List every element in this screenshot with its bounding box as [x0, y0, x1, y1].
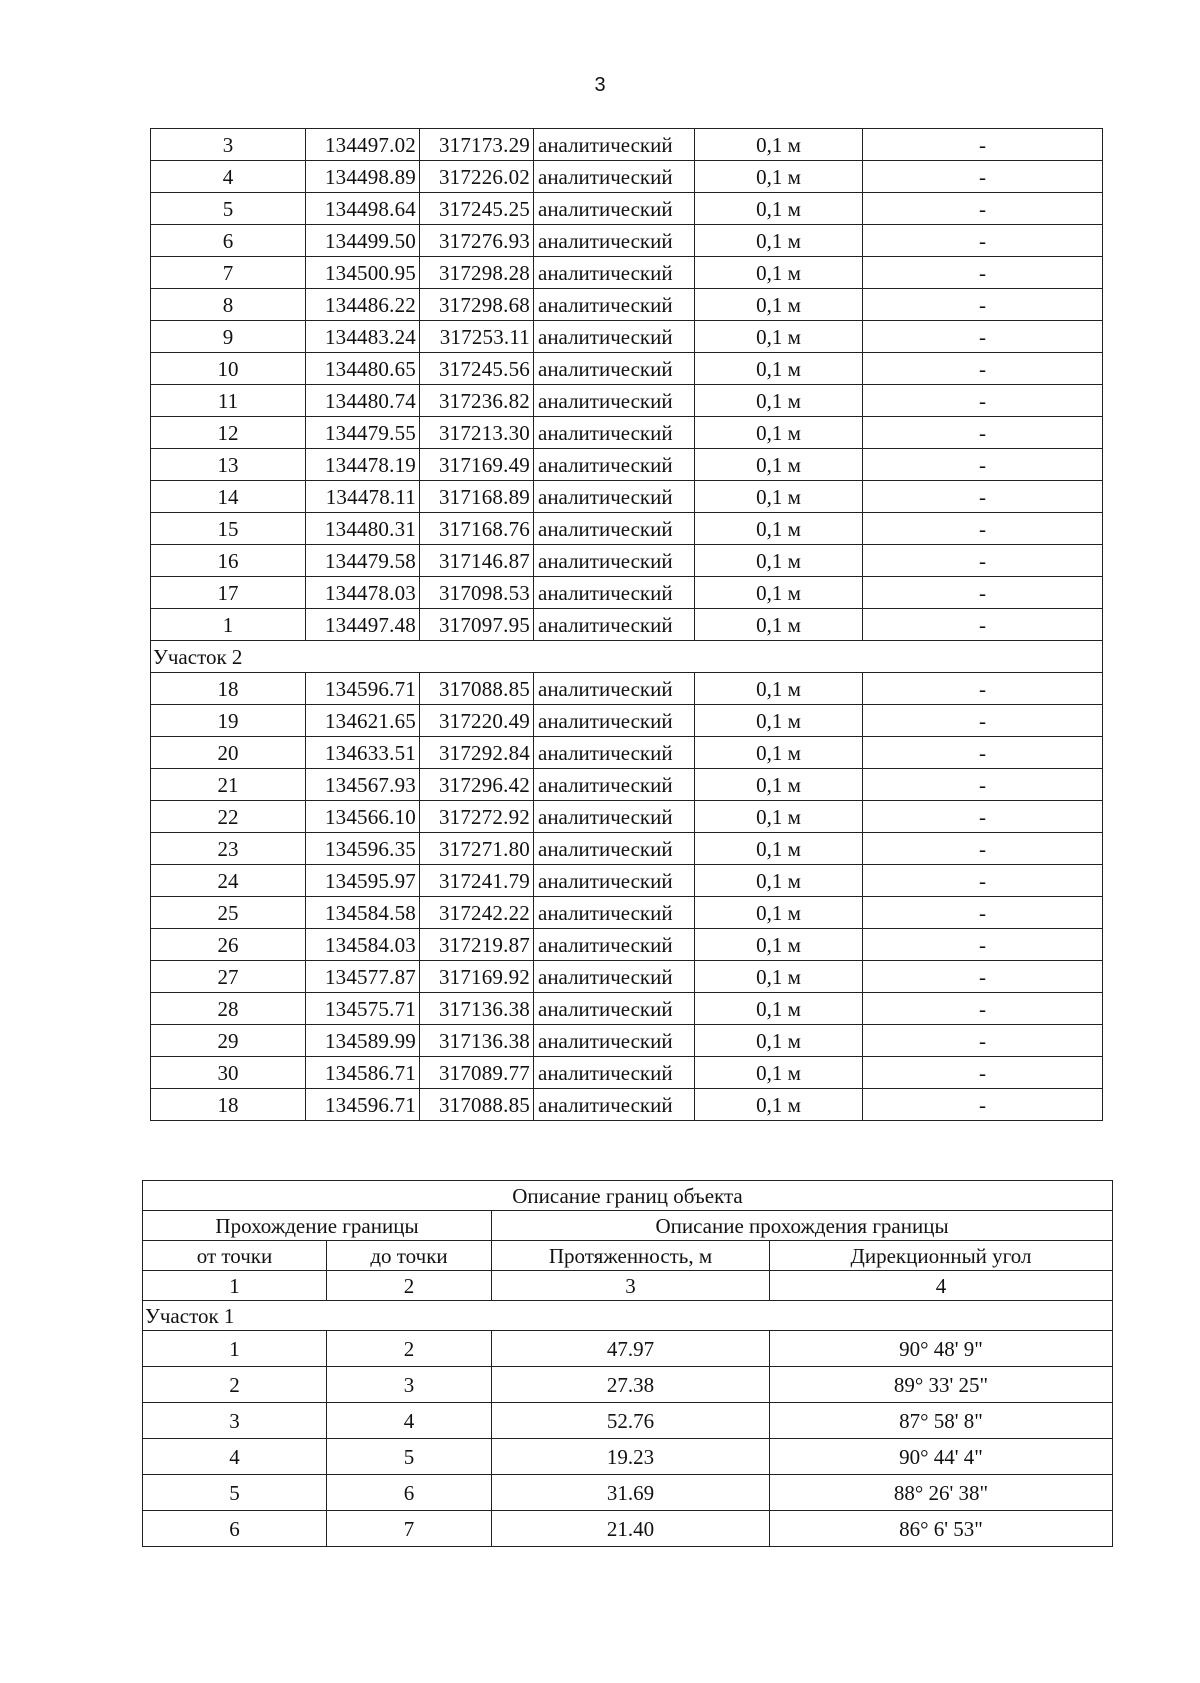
description-cell: - — [863, 417, 1103, 449]
x-coordinate-cell: 134595.97 — [306, 865, 420, 897]
table-row — [143, 1331, 1113, 1367]
accuracy-cell: 0,1 м — [695, 897, 863, 929]
y-coordinate-cell: 317220.49 — [420, 705, 534, 737]
description-cell: - — [863, 161, 1103, 193]
description-cell: - — [863, 961, 1103, 993]
y-coordinate-cell: 317253.11 — [420, 321, 534, 353]
table-row — [151, 1057, 1103, 1089]
accuracy-cell: 0,1 м — [695, 257, 863, 289]
column-header: Дирекционный угол — [770, 1241, 1113, 1271]
point-number-cell: 25 — [151, 897, 306, 929]
accuracy-cell: 0,1 м — [695, 577, 863, 609]
method-cell: аналитический — [534, 161, 695, 193]
accuracy-cell: 0,1 м — [695, 673, 863, 705]
method-cell: аналитический — [534, 481, 695, 513]
y-coordinate-cell: 317169.92 — [420, 961, 534, 993]
description-cell: - — [863, 929, 1103, 961]
to-point-cell: 3 — [327, 1367, 492, 1403]
x-coordinate-cell: 134498.89 — [306, 161, 420, 193]
y-coordinate-cell: 317276.93 — [420, 225, 534, 257]
x-coordinate-cell: 134584.58 — [306, 897, 420, 929]
accuracy-cell: 0,1 м — [695, 705, 863, 737]
angle-cell: 86° 6' 53" — [770, 1511, 1113, 1547]
accuracy-cell: 0,1 м — [695, 993, 863, 1025]
description-cell: - — [863, 833, 1103, 865]
method-cell: аналитический — [534, 1025, 695, 1057]
x-coordinate-cell: 134577.87 — [306, 961, 420, 993]
description-cell: - — [863, 865, 1103, 897]
table-title: Описание границ объекта — [143, 1181, 1113, 1211]
coordinates-table — [150, 128, 1103, 1121]
point-number-cell: 18 — [151, 1089, 306, 1121]
x-coordinate-cell: 134633.51 — [306, 737, 420, 769]
point-number-cell: 19 — [151, 705, 306, 737]
accuracy-cell: 0,1 м — [695, 225, 863, 257]
y-coordinate-cell: 317236.82 — [420, 385, 534, 417]
table-row — [151, 257, 1103, 289]
description-cell: - — [863, 481, 1103, 513]
to-point-cell: 2 — [327, 1331, 492, 1367]
group-header-row — [143, 1211, 1113, 1241]
table-row — [151, 193, 1103, 225]
accuracy-cell: 0,1 м — [695, 385, 863, 417]
description-cell: - — [863, 129, 1103, 161]
accuracy-cell: 0,1 м — [695, 289, 863, 321]
description-cell: - — [863, 737, 1103, 769]
column-number-row — [143, 1271, 1113, 1301]
method-cell: аналитический — [534, 833, 695, 865]
from-point-cell: 1 — [143, 1331, 327, 1367]
length-cell: 19.23 — [492, 1439, 770, 1475]
description-cell: - — [863, 225, 1103, 257]
table-row — [151, 929, 1103, 961]
y-coordinate-cell: 317136.38 — [420, 993, 534, 1025]
point-number-cell: 7 — [151, 257, 306, 289]
accuracy-cell: 0,1 м — [695, 545, 863, 577]
point-number-cell: 26 — [151, 929, 306, 961]
method-cell: аналитический — [534, 801, 695, 833]
y-coordinate-cell: 317219.87 — [420, 929, 534, 961]
method-cell: аналитический — [534, 321, 695, 353]
x-coordinate-cell: 134486.22 — [306, 289, 420, 321]
method-cell: аналитический — [534, 1057, 695, 1089]
from-point-cell: 5 — [143, 1475, 327, 1511]
y-coordinate-cell: 317226.02 — [420, 161, 534, 193]
y-coordinate-cell: 317136.38 — [420, 1025, 534, 1057]
y-coordinate-cell: 317245.56 — [420, 353, 534, 385]
x-coordinate-cell: 134567.93 — [306, 769, 420, 801]
x-coordinate-cell: 134497.48 — [306, 609, 420, 641]
y-coordinate-cell: 317242.22 — [420, 897, 534, 929]
point-number-cell: 3 — [151, 129, 306, 161]
table-row — [151, 1025, 1103, 1057]
method-cell: аналитический — [534, 289, 695, 321]
accuracy-cell: 0,1 м — [695, 481, 863, 513]
y-coordinate-cell: 317088.85 — [420, 673, 534, 705]
length-cell: 47.97 — [492, 1331, 770, 1367]
to-point-cell: 4 — [327, 1403, 492, 1439]
table-row — [151, 769, 1103, 801]
y-coordinate-cell: 317168.89 — [420, 481, 534, 513]
x-coordinate-cell: 134566.10 — [306, 801, 420, 833]
point-number-cell: 8 — [151, 289, 306, 321]
description-cell: - — [863, 609, 1103, 641]
accuracy-cell: 0,1 м — [695, 865, 863, 897]
column-header-row — [143, 1241, 1113, 1271]
column-header: до точки — [327, 1241, 492, 1271]
point-number-cell: 4 — [151, 161, 306, 193]
description-cell: - — [863, 513, 1103, 545]
y-coordinate-cell: 317098.53 — [420, 577, 534, 609]
point-number-cell: 14 — [151, 481, 306, 513]
column-number: 2 — [327, 1271, 492, 1301]
table-row — [151, 577, 1103, 609]
section-row — [151, 641, 1103, 673]
point-number-cell: 18 — [151, 673, 306, 705]
table-row — [151, 897, 1103, 929]
angle-cell: 90° 44' 4" — [770, 1439, 1113, 1475]
point-number-cell: 20 — [151, 737, 306, 769]
table-row — [151, 129, 1103, 161]
description-cell: - — [863, 545, 1103, 577]
y-coordinate-cell: 317298.28 — [420, 257, 534, 289]
table-row — [151, 353, 1103, 385]
group-header-description: Описание прохождения границы — [492, 1211, 1113, 1241]
method-cell: аналитический — [534, 705, 695, 737]
description-cell: - — [863, 257, 1103, 289]
angle-cell: 90° 48' 9" — [770, 1331, 1113, 1367]
description-cell: - — [863, 1089, 1103, 1121]
method-cell: аналитический — [534, 225, 695, 257]
column-number: 4 — [770, 1271, 1113, 1301]
x-coordinate-cell: 134499.50 — [306, 225, 420, 257]
table-row — [151, 737, 1103, 769]
column-number: 1 — [143, 1271, 327, 1301]
table-row — [151, 545, 1103, 577]
point-number-cell: 28 — [151, 993, 306, 1025]
x-coordinate-cell: 134596.71 — [306, 673, 420, 705]
table-row — [151, 673, 1103, 705]
method-cell: аналитический — [534, 353, 695, 385]
table-row — [143, 1475, 1113, 1511]
method-cell: аналитический — [534, 193, 695, 225]
y-coordinate-cell: 317296.42 — [420, 769, 534, 801]
angle-cell: 87° 58' 8" — [770, 1403, 1113, 1439]
column-header: от точки — [143, 1241, 327, 1271]
table-row — [151, 289, 1103, 321]
y-coordinate-cell: 317088.85 — [420, 1089, 534, 1121]
description-cell: - — [863, 385, 1103, 417]
point-number-cell: 10 — [151, 353, 306, 385]
y-coordinate-cell: 317169.49 — [420, 449, 534, 481]
x-coordinate-cell: 134575.71 — [306, 993, 420, 1025]
x-coordinate-cell: 134497.02 — [306, 129, 420, 161]
x-coordinate-cell: 134500.95 — [306, 257, 420, 289]
method-cell: аналитический — [534, 961, 695, 993]
point-number-cell: 21 — [151, 769, 306, 801]
y-coordinate-cell: 317272.92 — [420, 801, 534, 833]
accuracy-cell: 0,1 м — [695, 513, 863, 545]
accuracy-cell: 0,1 м — [695, 737, 863, 769]
x-coordinate-cell: 134498.64 — [306, 193, 420, 225]
y-coordinate-cell: 317271.80 — [420, 833, 534, 865]
description-cell: - — [863, 705, 1103, 737]
x-coordinate-cell: 134478.03 — [306, 577, 420, 609]
method-cell: аналитический — [534, 513, 695, 545]
x-coordinate-cell: 134479.58 — [306, 545, 420, 577]
angle-cell: 88° 26' 38" — [770, 1475, 1113, 1511]
method-cell: аналитический — [534, 673, 695, 705]
point-number-cell: 11 — [151, 385, 306, 417]
x-coordinate-cell: 134596.35 — [306, 833, 420, 865]
description-cell: - — [863, 193, 1103, 225]
description-cell: - — [863, 577, 1103, 609]
accuracy-cell: 0,1 м — [695, 609, 863, 641]
point-number-cell: 30 — [151, 1057, 306, 1089]
accuracy-cell: 0,1 м — [695, 449, 863, 481]
y-coordinate-cell: 317146.87 — [420, 545, 534, 577]
method-cell: аналитический — [534, 385, 695, 417]
description-cell: - — [863, 673, 1103, 705]
method-cell: аналитический — [534, 545, 695, 577]
section-row — [143, 1301, 1113, 1331]
column-number: 3 — [492, 1271, 770, 1301]
to-point-cell: 5 — [327, 1439, 492, 1475]
table-row — [143, 1403, 1113, 1439]
x-coordinate-cell: 134480.31 — [306, 513, 420, 545]
accuracy-cell: 0,1 м — [695, 417, 863, 449]
accuracy-cell: 0,1 м — [695, 129, 863, 161]
point-number-cell: 15 — [151, 513, 306, 545]
y-coordinate-cell: 317292.84 — [420, 737, 534, 769]
table-row — [151, 417, 1103, 449]
y-coordinate-cell: 317089.77 — [420, 1057, 534, 1089]
x-coordinate-cell: 134483.24 — [306, 321, 420, 353]
table-row — [151, 385, 1103, 417]
point-number-cell: 16 — [151, 545, 306, 577]
section-label: Участок 1 — [143, 1301, 1113, 1331]
method-cell: аналитический — [534, 897, 695, 929]
table-row — [151, 865, 1103, 897]
table-row — [151, 961, 1103, 993]
description-cell: - — [863, 769, 1103, 801]
table-title-row — [143, 1181, 1113, 1211]
point-number-cell: 27 — [151, 961, 306, 993]
method-cell: аналитический — [534, 1089, 695, 1121]
x-coordinate-cell: 134480.74 — [306, 385, 420, 417]
point-number-cell: 6 — [151, 225, 306, 257]
border-description-table — [142, 1180, 1113, 1547]
accuracy-cell: 0,1 м — [695, 929, 863, 961]
from-point-cell: 2 — [143, 1367, 327, 1403]
method-cell: аналитический — [534, 257, 695, 289]
description-cell: - — [863, 289, 1103, 321]
point-number-cell: 23 — [151, 833, 306, 865]
table-row — [151, 481, 1103, 513]
method-cell: аналитический — [534, 129, 695, 161]
table-row — [151, 833, 1103, 865]
table-row — [151, 993, 1103, 1025]
length-cell: 21.40 — [492, 1511, 770, 1547]
point-number-cell: 1 — [151, 609, 306, 641]
point-number-cell: 29 — [151, 1025, 306, 1057]
angle-cell: 89° 33' 25" — [770, 1367, 1113, 1403]
accuracy-cell: 0,1 м — [695, 801, 863, 833]
description-cell: - — [863, 1025, 1103, 1057]
method-cell: аналитический — [534, 929, 695, 961]
x-coordinate-cell: 134480.65 — [306, 353, 420, 385]
method-cell: аналитический — [534, 769, 695, 801]
y-coordinate-cell: 317097.95 — [420, 609, 534, 641]
length-cell: 52.76 — [492, 1403, 770, 1439]
x-coordinate-cell: 134621.65 — [306, 705, 420, 737]
y-coordinate-cell: 317245.25 — [420, 193, 534, 225]
description-cell: - — [863, 801, 1103, 833]
accuracy-cell: 0,1 м — [695, 193, 863, 225]
section-label: Участок 2 — [151, 641, 1103, 673]
table-row — [151, 1089, 1103, 1121]
point-number-cell: 5 — [151, 193, 306, 225]
table-row — [151, 449, 1103, 481]
point-number-cell: 17 — [151, 577, 306, 609]
accuracy-cell: 0,1 м — [695, 961, 863, 993]
table-row — [143, 1367, 1113, 1403]
table-row — [151, 225, 1103, 257]
accuracy-cell: 0,1 м — [695, 1057, 863, 1089]
to-point-cell: 6 — [327, 1475, 492, 1511]
table-row — [151, 161, 1103, 193]
method-cell: аналитический — [534, 449, 695, 481]
method-cell: аналитический — [534, 865, 695, 897]
from-point-cell: 4 — [143, 1439, 327, 1475]
accuracy-cell: 0,1 м — [695, 353, 863, 385]
length-cell: 27.38 — [492, 1367, 770, 1403]
page-number: 3 — [594, 74, 606, 96]
length-cell: 31.69 — [492, 1475, 770, 1511]
y-coordinate-cell: 317173.29 — [420, 129, 534, 161]
y-coordinate-cell: 317213.30 — [420, 417, 534, 449]
method-cell: аналитический — [534, 737, 695, 769]
description-cell: - — [863, 449, 1103, 481]
method-cell: аналитический — [534, 993, 695, 1025]
accuracy-cell: 0,1 м — [695, 321, 863, 353]
column-header: Протяженность, м — [492, 1241, 770, 1271]
to-point-cell: 7 — [327, 1511, 492, 1547]
table-row — [151, 705, 1103, 737]
table-row — [151, 321, 1103, 353]
method-cell: аналитический — [534, 609, 695, 641]
from-point-cell: 6 — [143, 1511, 327, 1547]
method-cell: аналитический — [534, 577, 695, 609]
description-cell: - — [863, 321, 1103, 353]
accuracy-cell: 0,1 м — [695, 833, 863, 865]
x-coordinate-cell: 134479.55 — [306, 417, 420, 449]
description-cell: - — [863, 353, 1103, 385]
table-row — [143, 1511, 1113, 1547]
accuracy-cell: 0,1 м — [695, 1089, 863, 1121]
point-number-cell: 12 — [151, 417, 306, 449]
point-number-cell: 13 — [151, 449, 306, 481]
x-coordinate-cell: 134584.03 — [306, 929, 420, 961]
point-number-cell: 22 — [151, 801, 306, 833]
x-coordinate-cell: 134478.11 — [306, 481, 420, 513]
accuracy-cell: 0,1 м — [695, 161, 863, 193]
y-coordinate-cell: 317298.68 — [420, 289, 534, 321]
group-header-passage: Прохождение границы — [143, 1211, 492, 1241]
table-row — [151, 609, 1103, 641]
table-row — [151, 513, 1103, 545]
table-row — [143, 1439, 1113, 1475]
description-cell: - — [863, 993, 1103, 1025]
table-row — [151, 801, 1103, 833]
description-cell: - — [863, 1057, 1103, 1089]
accuracy-cell: 0,1 м — [695, 1025, 863, 1057]
y-coordinate-cell: 317241.79 — [420, 865, 534, 897]
x-coordinate-cell: 134586.71 — [306, 1057, 420, 1089]
method-cell: аналитический — [534, 417, 695, 449]
x-coordinate-cell: 134596.71 — [306, 1089, 420, 1121]
point-number-cell: 24 — [151, 865, 306, 897]
x-coordinate-cell: 134478.19 — [306, 449, 420, 481]
accuracy-cell: 0,1 м — [695, 769, 863, 801]
description-cell: - — [863, 897, 1103, 929]
from-point-cell: 3 — [143, 1403, 327, 1439]
x-coordinate-cell: 134589.99 — [306, 1025, 420, 1057]
y-coordinate-cell: 317168.76 — [420, 513, 534, 545]
point-number-cell: 9 — [151, 321, 306, 353]
